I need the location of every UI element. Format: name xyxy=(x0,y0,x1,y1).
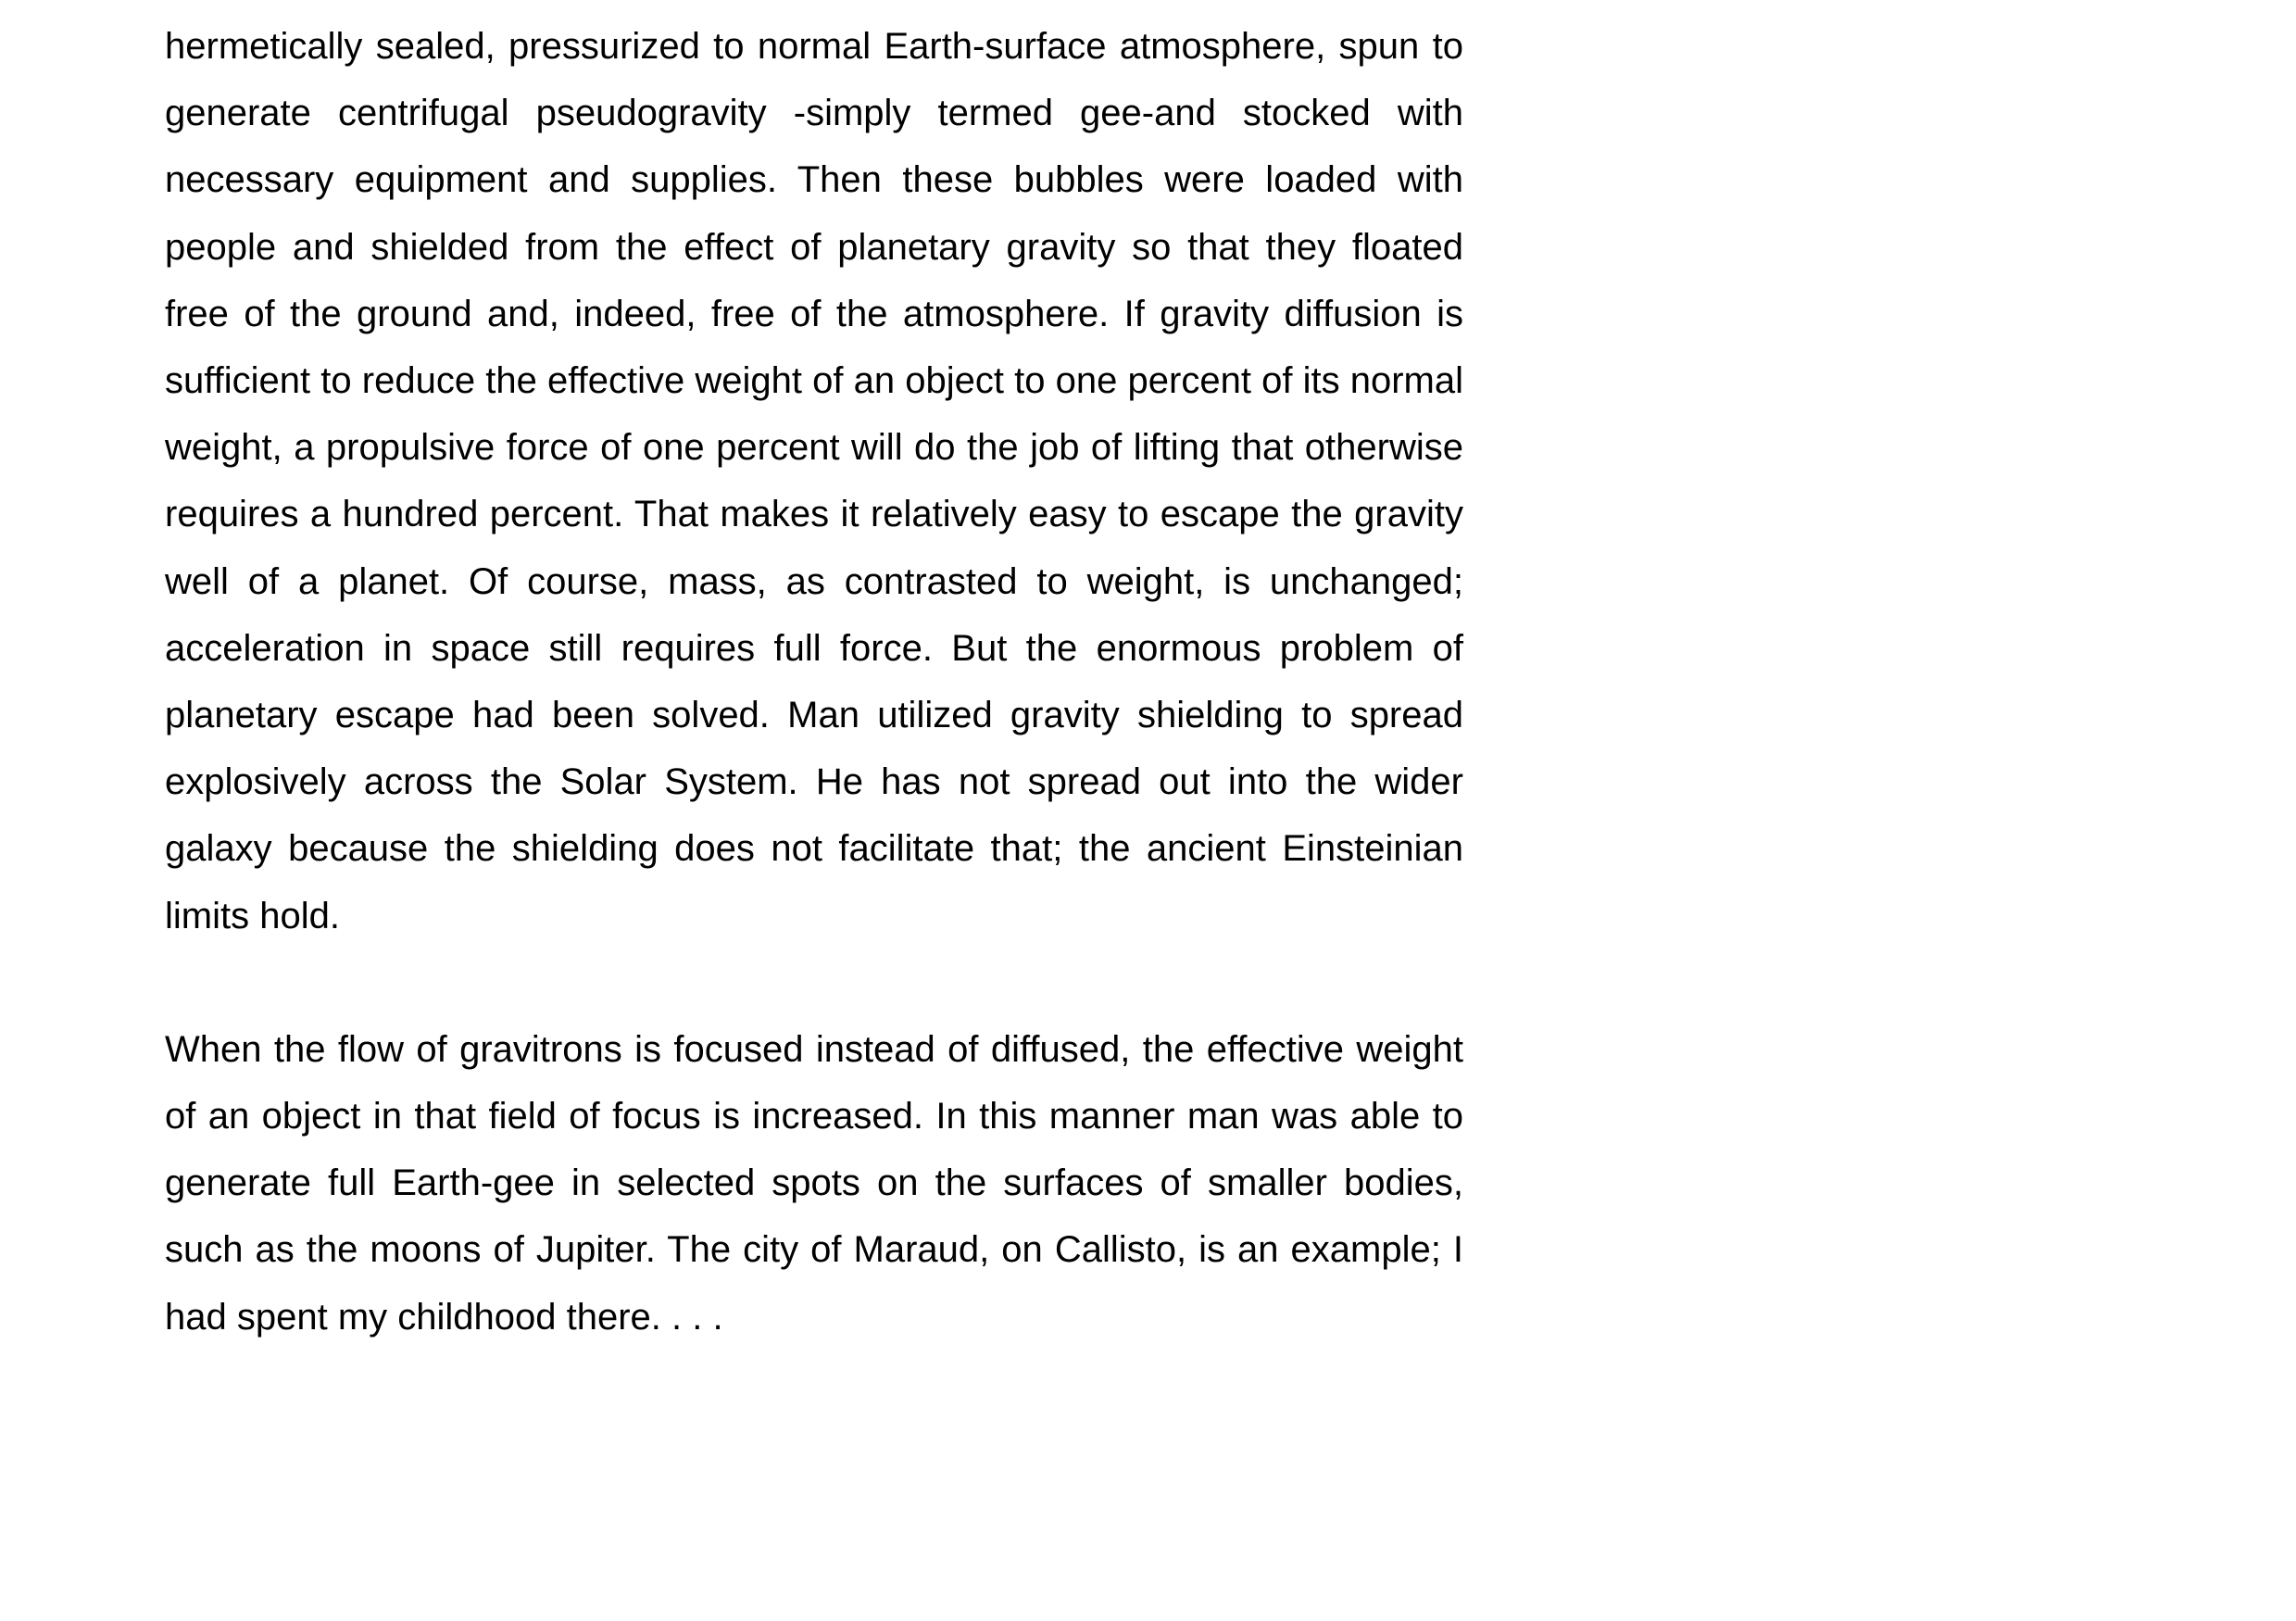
paragraph-gravity-shielding: hermetically sealed, pressurized to normal Earth-surface atmosphere, spun to generate centrifugal pseudogravity -simply termed gee-and stocked with necessary equipment and supplies. Then these bubbles were loaded with people and shielded from the effect of planetary gravity so that they floated free of the ground and, indeed, free of the atmosphere. If gravity diffusion is sufficient to reduce the effective weight of an object to one percent of its normal weight, a propulsive force of one percent will do the job of lifting that otherwise requires a hundred percent. That makes it relatively easy to escape the gravity well of a planet. Of course, mass, as contrasted to weight, is unchanged; acceleration in space still requires full force. But the enormous problem of planetary escape had been solved. Man utilized gravity shielding to spread explosively across the Solar System. He has not spread out into the wider galaxy because the shielding does not facilitate that; the ancient Einsteinian limits hold. xyxy=(165,26,1463,936)
body-text xyxy=(165,13,1463,1351)
paragraph-gravitron-focus: When the flow of gravitrons is focused instead of diffused, the effective weight of an object in that field of focus is increased. In this manner man was able to generate full Earth-gee in selected spots on the surfaces of smaller bodies, such as the moons of Jupiter. The city of Maraud, on Callisto, is an example; I had spent my childhood there. . . . xyxy=(165,1028,1463,1338)
